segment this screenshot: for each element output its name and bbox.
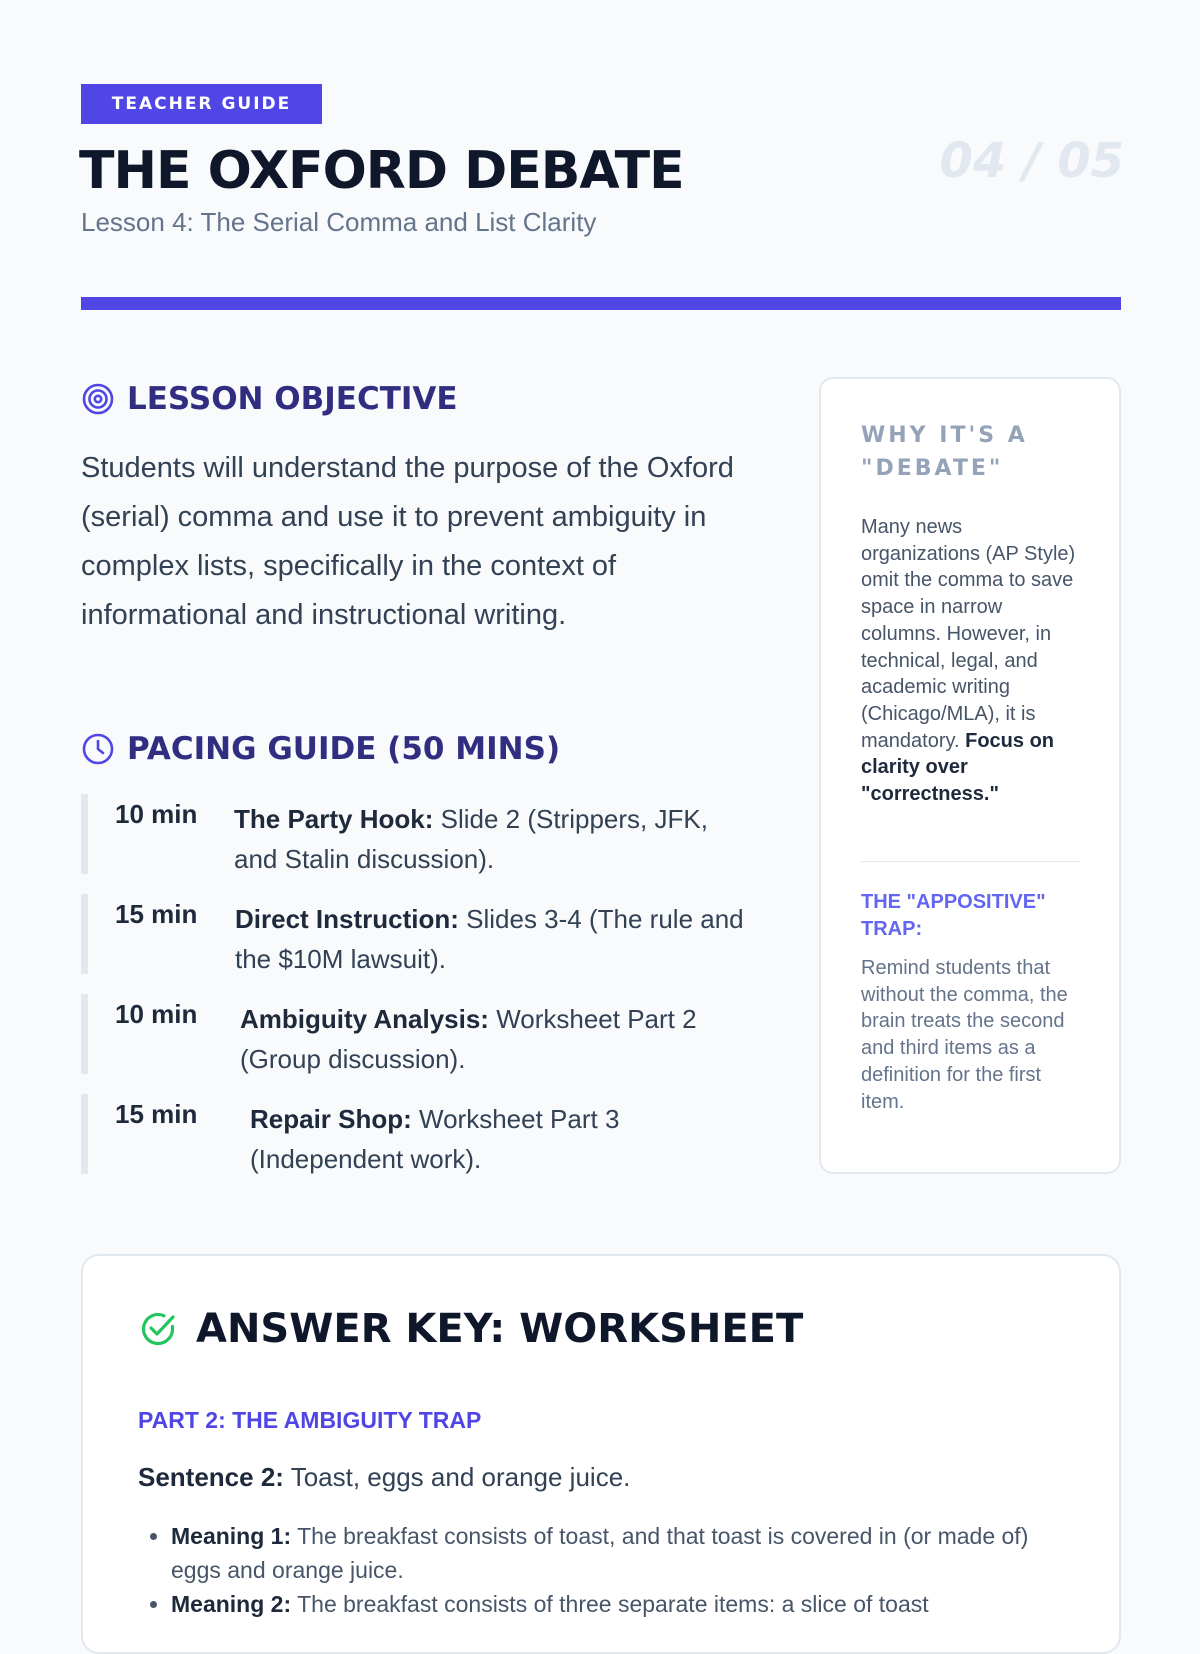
list-item — [171, 1519, 1071, 1587]
pacing-detail: Worksheet Part 2 (Group discussion). — [240, 1004, 697, 1074]
pacing-detail: Worksheet Part 3 (Independent work). — [250, 1104, 620, 1174]
objective-heading — [81, 381, 458, 417]
sidebar-body-emphasis: Focus on clarity over "correctness." — [861, 729, 1055, 806]
objective-heading-label: LESSON OBJECTIVE — [127, 381, 458, 417]
teacher-guide-tag: TEACHER GUIDE — [81, 84, 322, 124]
pacing-item — [81, 794, 781, 874]
answer-key-card — [81, 1254, 1121, 1654]
pacing-list — [81, 794, 781, 1194]
sidebar-divider — [861, 861, 1080, 862]
sidebar-title: WHY IT'S A "DEBATE" — [861, 423, 1028, 481]
pacing-time: 15 min — [115, 1099, 198, 1129]
meanings-list — [171, 1519, 1071, 1621]
pacing-detail: Slide 2 (Strippers, JFK, and Stalin discussion). — [234, 804, 708, 874]
sidebar-body-text: Many news organizations (AP Style) omit the comma to save space in narrow columns. However, in technical, legal, and academic writing (Chicago/MLA), it is mandatory. — [861, 516, 1076, 752]
pacing-description — [235, 899, 755, 979]
check-circle-icon — [138, 1309, 178, 1349]
target-icon — [81, 382, 115, 416]
answer-key-heading — [138, 1306, 803, 1352]
pacing-time: 15 min — [115, 899, 198, 929]
answer-key-heading-label: ANSWER KEY: WORKSHEET — [196, 1306, 804, 1352]
appositive-trap-body: Remind students that without the comma, the brain treats the second and third items as a definition for the first item. — [861, 957, 1068, 1113]
header-divider — [81, 297, 1121, 310]
pacing-detail: Slides 3-4 (The rule and the $10M lawsuit). — [235, 904, 744, 974]
pacing-item — [81, 994, 781, 1074]
pacing-description — [240, 999, 760, 1079]
pacing-time: 10 min — [115, 799, 198, 829]
meaning-label: Meaning 2: — [171, 1591, 292, 1617]
pacing-activity: Repair Shop: — [250, 1104, 412, 1134]
list-item — [171, 1587, 1071, 1621]
sidebar-body — [861, 514, 1086, 808]
page-number: 04 / 05 — [939, 133, 1124, 189]
sentence-text: Toast, eggs and orange juice. — [283, 1462, 631, 1492]
pacing-description — [250, 1099, 770, 1179]
part-2-title: PART 2: THE AMBIGUITY TRAP — [138, 1407, 482, 1433]
appositive-trap-title: THE "APPOSITIVE" TRAP: — [861, 891, 1046, 940]
pacing-item — [81, 1094, 781, 1174]
pacing-heading-label: PACING GUIDE (50 MINS) — [127, 731, 561, 767]
lesson-subtitle: Lesson 4: The Serial Comma and List Clarity — [81, 207, 597, 237]
pacing-activity: Ambiguity Analysis: — [240, 1004, 489, 1034]
pacing-time: 10 min — [115, 999, 198, 1029]
sentence-label: Sentence 2: — [138, 1462, 284, 1492]
pacing-item — [81, 894, 781, 974]
objective-text: Students will understand the purpose of the Oxford (serial) comma and use it to prevent ambiguity in complex lists, specifically in the context of informational and instructional writing. — [81, 452, 734, 631]
debate-sidebar — [819, 377, 1121, 1174]
meaning-text: The breakfast consists of toast, and that toast is covered in (or made of) eggs and orange juice. — [171, 1523, 1029, 1583]
meaning-label: Meaning 1: — [171, 1523, 292, 1549]
pacing-activity: The Party Hook: — [234, 804, 434, 834]
pacing-heading — [81, 731, 560, 767]
sentence-2 — [138, 1462, 630, 1493]
page-title: THE OXFORD DEBATE — [79, 141, 684, 201]
clock-icon — [81, 732, 115, 766]
meaning-text: The breakfast consists of three separate items: a slice of toast — [291, 1591, 929, 1617]
pacing-description — [234, 799, 754, 879]
pacing-activity: Direct Instruction: — [235, 904, 459, 934]
